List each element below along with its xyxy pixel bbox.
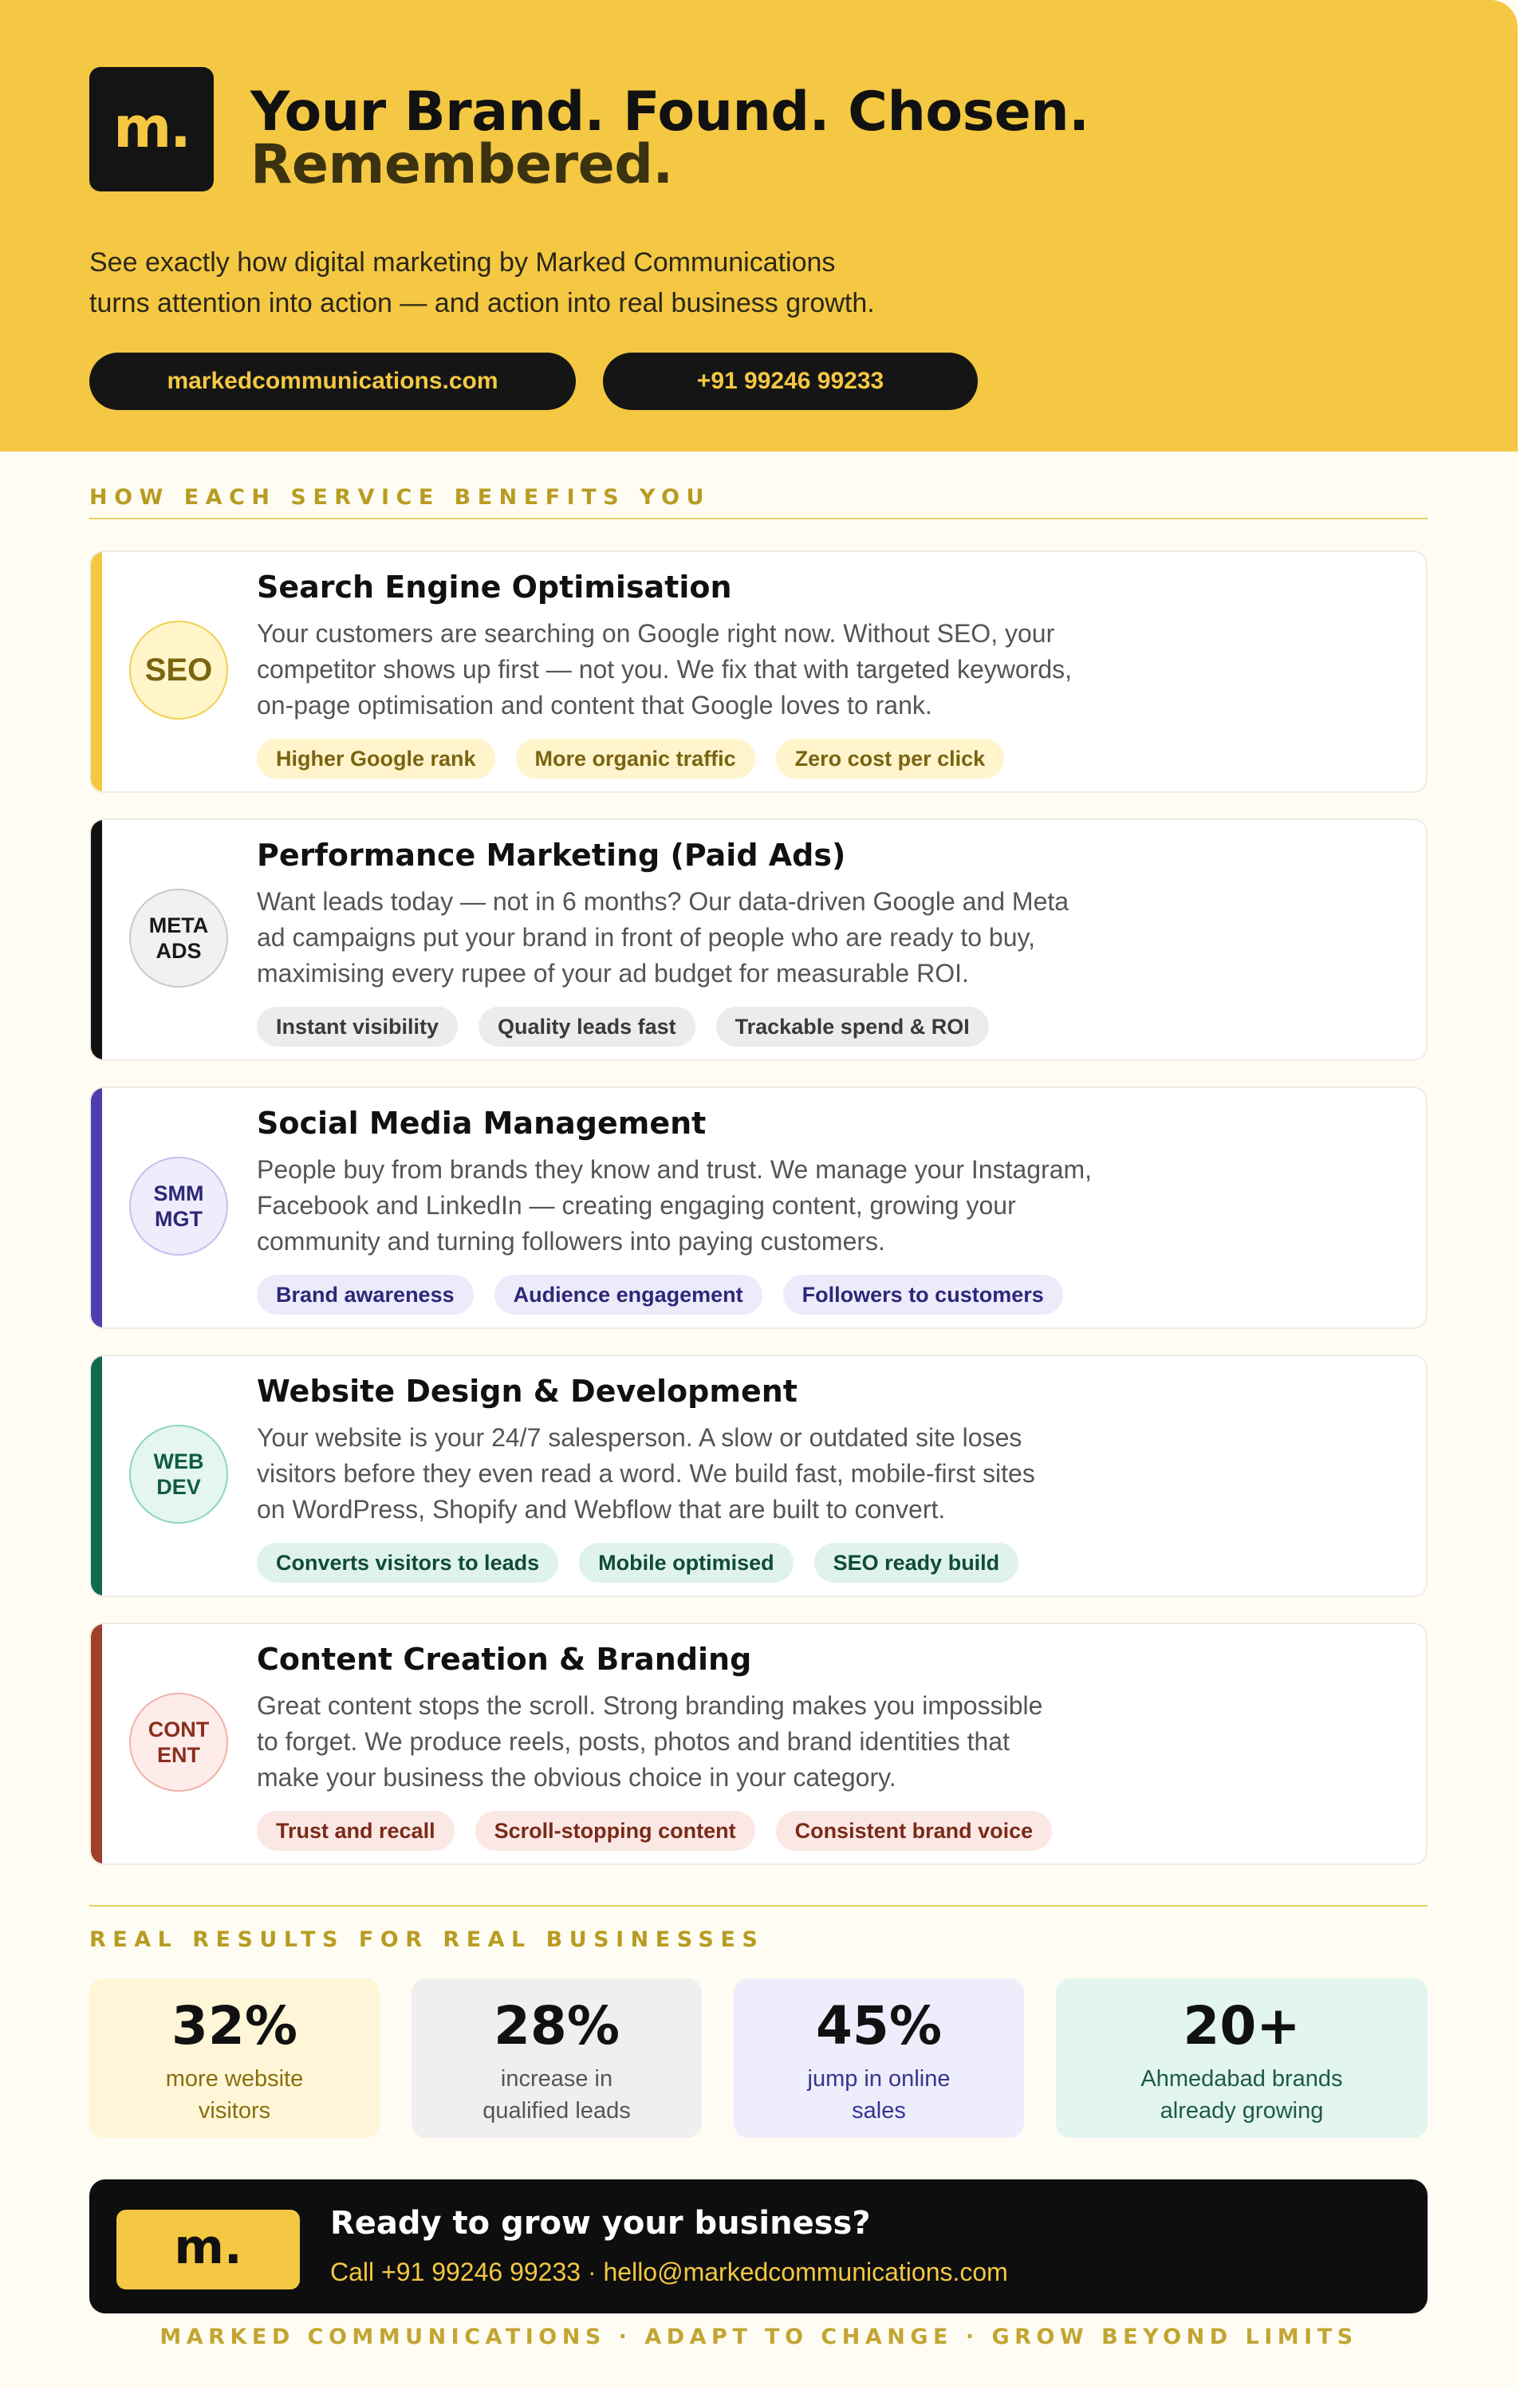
- service-description-line: community and turning followers into paying customers.: [257, 1227, 885, 1256]
- cta-banner: [89, 2179, 1428, 2313]
- service-card-paid-ads: [89, 818, 1428, 1061]
- service-badge-line-2: ENT: [157, 1743, 200, 1767]
- service-benefit-tags: [257, 739, 1004, 779]
- benefit-tag: Brand awareness: [257, 1275, 474, 1315]
- benefit-tag: Scroll-stopping content: [475, 1811, 755, 1851]
- service-description-line: make your business the obvious choice in your category.: [257, 1763, 896, 1792]
- stat-label-line-1: more website: [165, 2066, 304, 2092]
- stat-value: 32%: [171, 1995, 297, 2057]
- stat-label-line-2: qualified leads: [482, 2098, 631, 2124]
- service-description-line: on-page optimisation and content that Google loves to rank.: [257, 691, 932, 720]
- stat-label-line-2: already growing: [1160, 2098, 1324, 2124]
- service-badge: [129, 889, 228, 988]
- service-card-social-media: [89, 1087, 1428, 1329]
- service-description-line: on WordPress, Shopify and Webflow that are built to convert.: [257, 1495, 946, 1524]
- service-description-line: to forget. We produce reels, posts, photos and brand identities that: [257, 1727, 1010, 1756]
- benefit-tag: Consistent brand voice: [776, 1811, 1053, 1851]
- service-badge-line-2: ADS: [156, 939, 202, 963]
- stat-label-line-2: sales: [852, 2098, 906, 2124]
- service-title: Social Media Management: [257, 1106, 707, 1141]
- service-title: Website Design & Development: [257, 1374, 798, 1409]
- service-badge-text: SEO: [144, 652, 213, 688]
- service-card-seo: [89, 550, 1428, 793]
- service-badge: [129, 1425, 228, 1524]
- stat-label: [105, 2063, 364, 2127]
- benefit-tag: SEO ready build: [814, 1543, 1019, 1583]
- benefit-tag: Followers to customers: [783, 1275, 1063, 1315]
- services-divider: [89, 518, 1428, 519]
- headline-line-1: Your Brand. Found. Chosen.: [250, 81, 1089, 144]
- stat-label-line-1: jump in online: [807, 2066, 951, 2092]
- benefit-tag: Quality leads fast: [479, 1007, 695, 1047]
- cta-contact[interactable]: Call +91 99246 99233 · hello@markedcommunications.com: [330, 2258, 1008, 2286]
- service-accent-bar: [91, 1624, 102, 1863]
- stat-value: 28%: [494, 1995, 620, 2057]
- stat-value: 45%: [816, 1995, 942, 2057]
- phone-link-button[interactable]: +91 99246 99233: [603, 353, 978, 410]
- service-badge: [129, 1157, 228, 1256]
- headline: [250, 81, 1089, 196]
- stat-value: 20+: [1183, 1995, 1301, 2057]
- service-description-line: visitors before they even read a word. We build fast, mobile-first sites: [257, 1459, 1035, 1488]
- stat-card-qualified-leads: [412, 1978, 702, 2138]
- service-description-line: ad campaigns put your brand in front of people who are ready to buy,: [257, 923, 1036, 952]
- service-accent-bar: [91, 1088, 102, 1327]
- cta-logo: [116, 2210, 300, 2289]
- benefit-tag: Trackable spend & ROI: [716, 1007, 989, 1047]
- service-badge: [129, 1693, 228, 1792]
- benefit-tag: Audience engagement: [494, 1275, 762, 1315]
- results-section-label: REAL RESULTS FOR REAL BUSINESSES: [89, 1927, 765, 1952]
- hero-subtitle-line-1: See exactly how digital marketing by Marked Communications: [89, 247, 836, 278]
- stat-label-line-2: visitors: [198, 2098, 271, 2124]
- benefit-tag: Instant visibility: [257, 1007, 458, 1047]
- service-badge-line-2: MGT: [155, 1207, 203, 1231]
- stat-label-line-1: Ahmedabad brands: [1140, 2066, 1343, 2092]
- service-description-line: Want leads today — not in 6 months? Our data-driven Google and Meta: [257, 887, 1069, 916]
- service-description-line: Your customers are searching on Google right now. Without SEO, your: [257, 619, 1055, 648]
- service-badge-line-2: DEV: [156, 1475, 201, 1499]
- hero-subtitle: [89, 243, 1046, 324]
- service-description-line: maximising every rupee of your ad budget for measurable ROI.: [257, 959, 969, 988]
- services-section-label: HOW EACH SERVICE BENEFITS YOU: [89, 485, 711, 510]
- service-badge-line-1: CONT: [148, 1718, 210, 1741]
- service-benefit-tags: [257, 1275, 1063, 1315]
- service-accent-bar: [91, 820, 102, 1059]
- service-accent-bar: [91, 552, 102, 791]
- service-title: Performance Marketing (Paid Ads): [257, 838, 846, 873]
- service-badge-text: [149, 913, 209, 964]
- website-link-button[interactable]: markedcommunications.com: [89, 353, 576, 410]
- service-description-line: People buy from brands they know and trust. We manage your Instagram,: [257, 1155, 1093, 1184]
- service-accent-bar: [91, 1356, 102, 1595]
- service-description-line: Great content stops the scroll. Strong branding makes you impossible: [257, 1691, 1043, 1720]
- service-badge-line-1: SMM: [153, 1181, 204, 1205]
- service-badge-text: [148, 1717, 210, 1768]
- cta-title: Ready to grow your business?: [330, 2205, 871, 2242]
- benefit-tag: Mobile optimised: [579, 1543, 794, 1583]
- results-divider: [89, 1905, 1428, 1907]
- brand-logo-text: m.: [113, 95, 190, 160]
- footer-tagline: MARKED COMMUNICATIONS · ADAPT TO CHANGE · GROW BEYOND LIMITS: [160, 2325, 1358, 2349]
- service-description: [257, 1688, 1182, 1796]
- benefit-tag: Zero cost per click: [776, 739, 1005, 779]
- service-title: Content Creation & Branding: [257, 1642, 752, 1677]
- service-badge-line-1: META: [148, 913, 209, 937]
- stat-label: [750, 2063, 1008, 2127]
- benefit-tag: Trust and recall: [257, 1811, 455, 1851]
- service-description-line: competitor shows up first — not you. We fix that with targeted keywords,: [257, 655, 1073, 684]
- service-title: Search Engine Optimisation: [257, 570, 732, 605]
- hero-subtitle-line-2: turns attention into action — and action into real business growth.: [89, 288, 875, 318]
- benefit-tag: Converts visitors to leads: [257, 1543, 558, 1583]
- hero-header: [0, 0, 1518, 452]
- service-description: [257, 616, 1182, 724]
- stat-card-online-sales: [734, 1978, 1024, 2138]
- service-card-content: [89, 1623, 1428, 1865]
- service-badge-text: [154, 1181, 204, 1232]
- stat-label: [427, 2063, 686, 2127]
- cta-logo-text: m.: [174, 2219, 242, 2275]
- service-badge-line-1: WEB: [153, 1449, 204, 1473]
- service-description: [257, 1152, 1182, 1260]
- stat-card-website-visitors: [89, 1978, 380, 2138]
- benefit-tag: More organic traffic: [516, 739, 755, 779]
- headline-line-2: Remembered.: [250, 133, 673, 196]
- service-benefit-tags: [257, 1007, 989, 1047]
- service-description: [257, 884, 1182, 992]
- stat-label: [1072, 2063, 1412, 2127]
- stat-card-brands-growing: [1056, 1978, 1428, 2138]
- service-description-line: Your website is your 24/7 salesperson. A slow or outdated site loses: [257, 1423, 1022, 1452]
- service-badge: [129, 621, 228, 720]
- stat-label-line-1: increase in: [500, 2066, 613, 2092]
- service-description-line: Facebook and LinkedIn — creating engaging content, growing your: [257, 1191, 1016, 1220]
- service-benefit-tags: [257, 1811, 1052, 1851]
- service-description: [257, 1420, 1182, 1528]
- service-badge-text: [154, 1449, 204, 1500]
- benefit-tag: Higher Google rank: [257, 739, 495, 779]
- brand-logo: [89, 67, 214, 191]
- service-card-web-dev: [89, 1355, 1428, 1597]
- service-benefit-tags: [257, 1543, 1018, 1583]
